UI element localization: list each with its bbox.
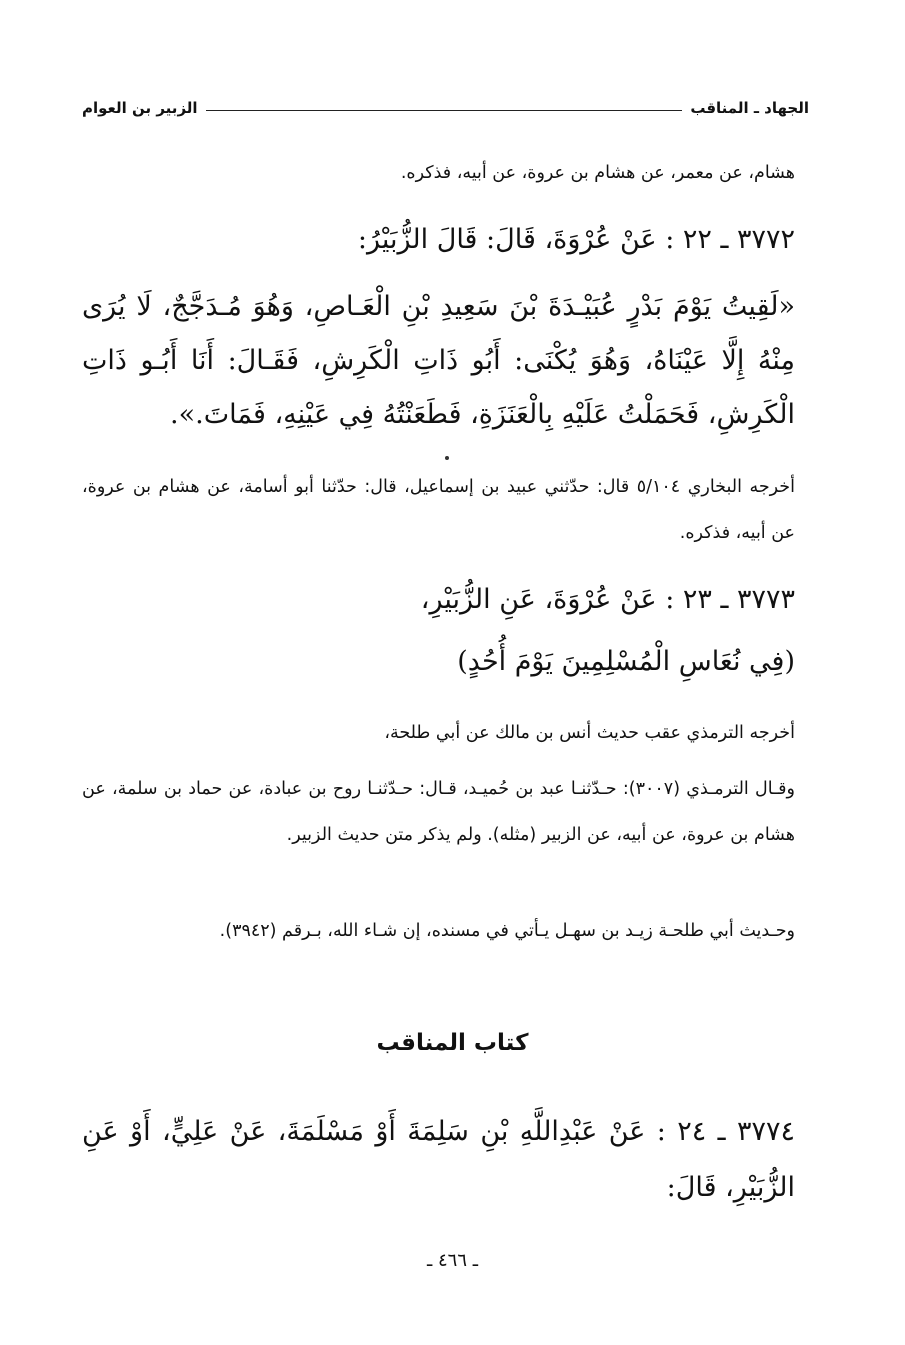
header-companion-name: الزبير بن العوام xyxy=(82,99,198,117)
intro-line: هشام، عن معمر، عن هشام بن عروة، عن أبيه، فذكره. xyxy=(400,163,795,183)
section-title: كتاب المناقب xyxy=(376,1030,529,1056)
hadith-3772-takhrij: أخرجه البخاري ٥/١٠٤ قال: حدّثني عبيد بن إسماعيل، قال: حدّثنا أبو أسامة، عن هشام بن عروة، عن أبيه، فذكره. xyxy=(82,477,795,543)
hadith-3774-heading: ٣٧٧٤ ـ ٢٤ : عَنْ عَبْدِاللَّهِ بْنِ سَلِمَةَ أَوْ مَسْلَمَةَ، عَنْ عَلِيٍّ، أَوْ عَنِ الزُّبَيْرِ، قَالَ: xyxy=(82,1116,795,1203)
hadith-3773-heading: ٣٧٧٣ ـ ٢٣ : عَنْ عُرْوَةَ، عَنِ الزُّبَيْرِ، xyxy=(420,584,795,615)
page-number: ـ ٤٦٦ ـ xyxy=(426,1250,478,1271)
hadith-3773-takhrij-2: وقـال الترمـذي (٣٠٠٧): حـدّثنـا عبد بن حُميـد، قـال: حـدّثنـا روح بن عبادة، عن حماد بن سلمة، عن هشام بن عروة، عن أبيه، عن الزبير (مثله). ولم يذكر متن حديث الزبير. xyxy=(82,779,795,845)
hadith-3772-text: «لَقِيتُ يَوْمَ بَدْرٍ عُبَيْـدَةَ بْنَ سَعِيدِ بْنِ الْعَـاصِ، وَهُوَ مُـدَجَّجٌ، لَا يُرَى مِنْهُ إِلَّا عَيْنَاهُ، وَهُوَ يُكْنَى: أَبُو ذَاتِ الْكَرِشِ، فَقَـالَ: أَنَا أَبُـو ذَاتِ الْكَرِشِ، فَحَمَلْتُ عَلَيْهِ بِالْعَنَزَةِ، فَطَعَنْتُهُ فِي عَيْنِهِ، فَمَاتَ.». xyxy=(82,291,795,430)
running-header xyxy=(82,88,809,116)
hadith-3773-takhrij-1: أخرجه الترمذي عقب حديث أنس بن مالك عن أبي طلحة، xyxy=(384,723,795,743)
hadith-3773-text: (فِي نُعَاسِ الْمُسْلِمِينَ يَوْمَ أُحُدٍ) xyxy=(457,646,795,677)
hadith-3773-takhrij-3: وحـديث أبي طلحـة زيـد بن سهـل يـأتي في مسنده، إن شـاء الله، بـرقم (٣٩٤٢). xyxy=(219,921,795,941)
hadith-3772-heading: ٣٧٧٢ ـ ٢٢ : عَنْ عُرْوَةَ، قَالَ: قَالَ الزُّبَيْرُ: xyxy=(357,224,795,255)
separator-dot xyxy=(445,456,449,460)
header-rule xyxy=(206,110,683,111)
header-chapter-title: الجهاد ـ المناقب xyxy=(690,99,809,117)
